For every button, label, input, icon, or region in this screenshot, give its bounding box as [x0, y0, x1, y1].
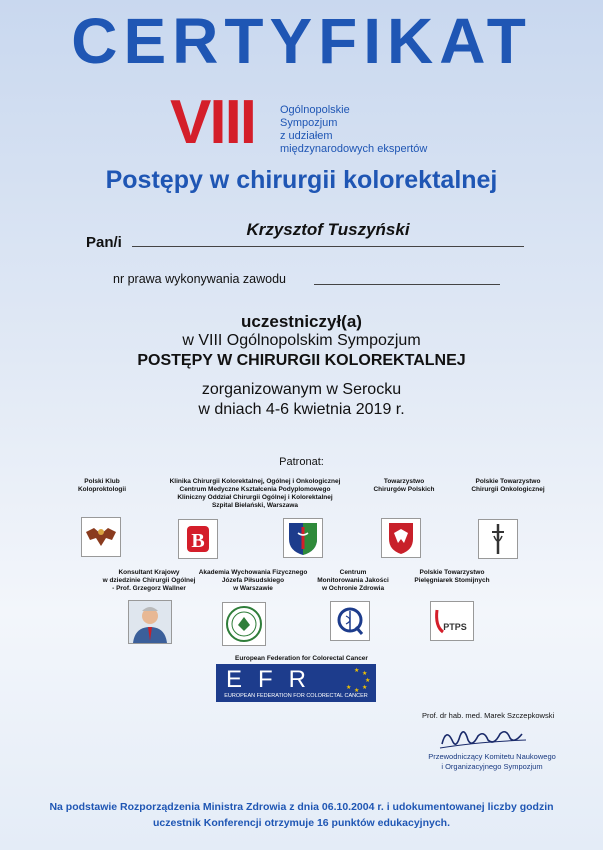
eagle-shield-icon: [381, 518, 421, 558]
patron-label-line: w dziedzinie Chirurgii Ogólnej: [102, 577, 196, 584]
patron-label: [458, 478, 558, 494]
patron-label-line: Szpital Bielański, Warszawa: [211, 502, 299, 509]
participation-line: uczestniczył(a): [241, 312, 362, 331]
svg-text:B: B: [191, 530, 205, 552]
patron-label-line: Chirurgii Onkologicznej: [471, 486, 545, 493]
patron-label-line: Towarzystwo: [383, 478, 425, 485]
patron-label-line: Józefa Piłsudskiego: [221, 577, 285, 584]
round-seal-icon: [222, 602, 266, 646]
symposium-line: międzynarodowych ekspertów: [280, 143, 428, 155]
efr-logo-subtext: EUROPEAN FEDERATION FOR COLORECTAL CANCER: [224, 693, 368, 699]
svg-text:★: ★: [365, 677, 371, 684]
svg-text:★: ★: [354, 667, 360, 674]
certificate-title: CERTYFIKAT: [71, 5, 532, 77]
patron-label: [193, 569, 313, 593]
date-line: w dniach 4-6 kwietnia 2019 r.: [198, 401, 405, 418]
patron-label-line: - Prof. Grzegorz Wallner: [112, 585, 186, 592]
handwritten-signature: [436, 722, 536, 754]
patron-label-line: Polskie Towarzystwo: [419, 569, 485, 576]
symposium-line: Sympozjum: [280, 117, 338, 129]
patron-label-line: Centrum Medyczne Kształcenia Podyplomowego: [179, 486, 331, 493]
event-subtitle: Postępy w chirurgii kolorektalnej: [105, 166, 498, 194]
efr-label: European Federation for Colorectal Cancer: [235, 655, 368, 662]
patron-label-line: w Warszawie: [233, 585, 273, 592]
patron-label-line: Chirurgów Polskich: [373, 486, 435, 493]
participation-line: POSTĘPY W CHIRURGII KOLOREKTALNEJ: [137, 352, 466, 369]
portrait-photo-icon: [128, 600, 172, 644]
patron-label: [94, 569, 204, 593]
recipient-name: Krzysztof Tuszyński: [246, 220, 410, 239]
footer-line: uczestnik Konferencji otrzymuje 16 punktów edukacyjnych.: [153, 817, 450, 829]
patron-label: [364, 478, 444, 494]
symposium-line: z udziałem: [280, 130, 333, 142]
signatory-role-line: i Organizacyjnego Sympozjum: [441, 762, 543, 771]
name-underline: [132, 246, 524, 247]
efr-logo-text: EFR: [226, 666, 322, 693]
patron-label-line: Koloproktologii: [77, 486, 127, 493]
patron-label-line: Centrum: [339, 569, 367, 576]
svg-text:★: ★: [346, 684, 352, 691]
participation-line: w VIII Ogólnopolskim Sympozjum: [182, 332, 421, 349]
patron-label-line: Konsultant Krajowy: [118, 569, 180, 576]
signatory-role-line: Przewodniczący Komitetu Naukowego: [428, 752, 556, 761]
shield-logo-icon: [283, 518, 323, 558]
patron-label: [160, 478, 350, 510]
footer-line: Na podstawie Rozporządzenia Ministra Zdrowia z dnia 06.10.2004 r. i udokumentowanej liczby godzin: [49, 801, 554, 813]
patron-label-line: Pielęgniarek Stomijnych: [414, 577, 490, 584]
patron-label: [308, 569, 398, 593]
patron-label-line: Kliniczny Oddział Chirurgii Ogólnej i Kolorektalnej: [177, 494, 333, 501]
svg-text:★: ★: [362, 670, 368, 677]
svg-text:PTPS: PTPS: [443, 622, 467, 632]
eagle-emblem-icon: [81, 517, 121, 557]
svg-text:★: ★: [362, 684, 368, 691]
patron-label: [402, 569, 502, 585]
signatory-name: Prof. dr hab. med. Marek Szczepkowski: [422, 711, 555, 720]
patron-label-line: Polski Klub: [84, 478, 120, 485]
patron-label-line: Polskie Towarzystwo: [475, 478, 541, 485]
patron-label-line: Akademia Wychowania Fizycznego: [198, 569, 308, 576]
b-letter-logo-icon: [178, 519, 218, 559]
svg-text:★: ★: [354, 687, 360, 694]
sword-logo-icon: [478, 519, 518, 559]
efr-logo: [216, 664, 376, 702]
license-label: nr prawa wykonywania zawodu: [113, 272, 287, 286]
ptps-logo-icon: [430, 601, 474, 641]
patron-label-line: Klinika Chirurgii Kolorektalnej, Ogólnej i Onkologicznej: [169, 478, 341, 485]
signatory-role: [422, 752, 562, 772]
location-line: zorganizowanym w Serocku: [201, 381, 402, 398]
q-caduceus-icon: [330, 601, 370, 641]
eu-stars-icon: [342, 666, 372, 694]
patronat-label: Patronat:: [279, 456, 324, 468]
patron-label-line: Monitorowania Jakości: [317, 577, 389, 584]
patron-label-line: w Ochronie Zdrowia: [321, 585, 385, 592]
license-underline: [314, 284, 500, 285]
symposium-line: Ogólnopolskie: [280, 104, 350, 116]
footer-note: [20, 799, 583, 831]
recipient-label: Pan/i: [86, 234, 122, 251]
edition-roman-numeral: VIII: [170, 88, 256, 157]
patron-label: [66, 478, 138, 494]
symposium-description: [280, 104, 427, 156]
